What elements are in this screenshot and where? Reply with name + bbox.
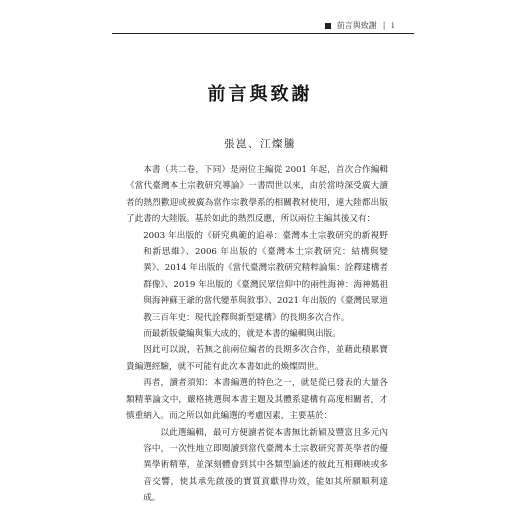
paragraph: 而最新版彙編與集大成的，就是本書的編輯與出版。 — [143, 329, 341, 340]
header-separator: | — [382, 21, 386, 30]
section-marker-icon — [325, 23, 331, 29]
paragraph: 再者，讀者須知：本書編選的特色之一，就是從已發表的大量各類精華論文中，嚴格挑選與本書主題及其體系建構有高度相關者，才慎重納入。而之所以如此編選的考慮因素，主要基於： — [126, 378, 388, 422]
paragraph: 以此選編輯，最可方便讀者從本書無比新穎及豐富且多元內容中，一次性地立即閱讀到當代臺灣本土宗教研究菁英學者的優異學術精華，並深刻體會到其中各類型論述的彼此互相輝映或多音交響，使其承先啟後的實質貢獻得功效，能如其所願順利達成。 — [143, 427, 388, 504]
paragraph: 因此可以說，若無之前兩位編者的長期多次合作，並藉此積累寶貴編選經驗，就不可能有此次本書如此的煥燦問世。 — [126, 345, 388, 372]
body-text — [126, 162, 388, 507]
running-title: 前言與致謝 — [336, 21, 377, 30]
paragraph: 本書（共二卷，下同）是兩位主編從 2001 年起，首次合作編輯《當代臺灣本土宗教研究導論》一書問世以來，由於當時深受廣大讀者的熱烈歡迎或被廣為當作宗教學系的相關教材使用，連大陸都出版了此書的大陸版。基於如此的熱烈反應，所以兩位主編其後又有： — [126, 165, 388, 225]
chapter-title: 前言與致謝 — [207, 84, 313, 105]
authors-line: 張崑、江燦騰 — [224, 138, 296, 150]
header-rule — [112, 33, 414, 34]
running-header — [325, 20, 394, 31]
paragraph: 2003 年出版的《研究典範的追尋：臺灣本土宗教研究的新視野和新思維》、2006 年出版的《臺灣本土宗教研究：結構與變異》、2014 年出版的《當代臺灣宗教研究精粹論集：詮釋建構者群像》、2019 年出版的《臺灣民眾信仰中的兩性海神：海神媽祖與海神蘇王爺的當代變革與敘事》、2021 年出版的《臺灣民眾道教三百年史：現代詮釋與新型建構》的長期多次合作。 — [143, 230, 388, 323]
page-number: i — [391, 21, 394, 30]
